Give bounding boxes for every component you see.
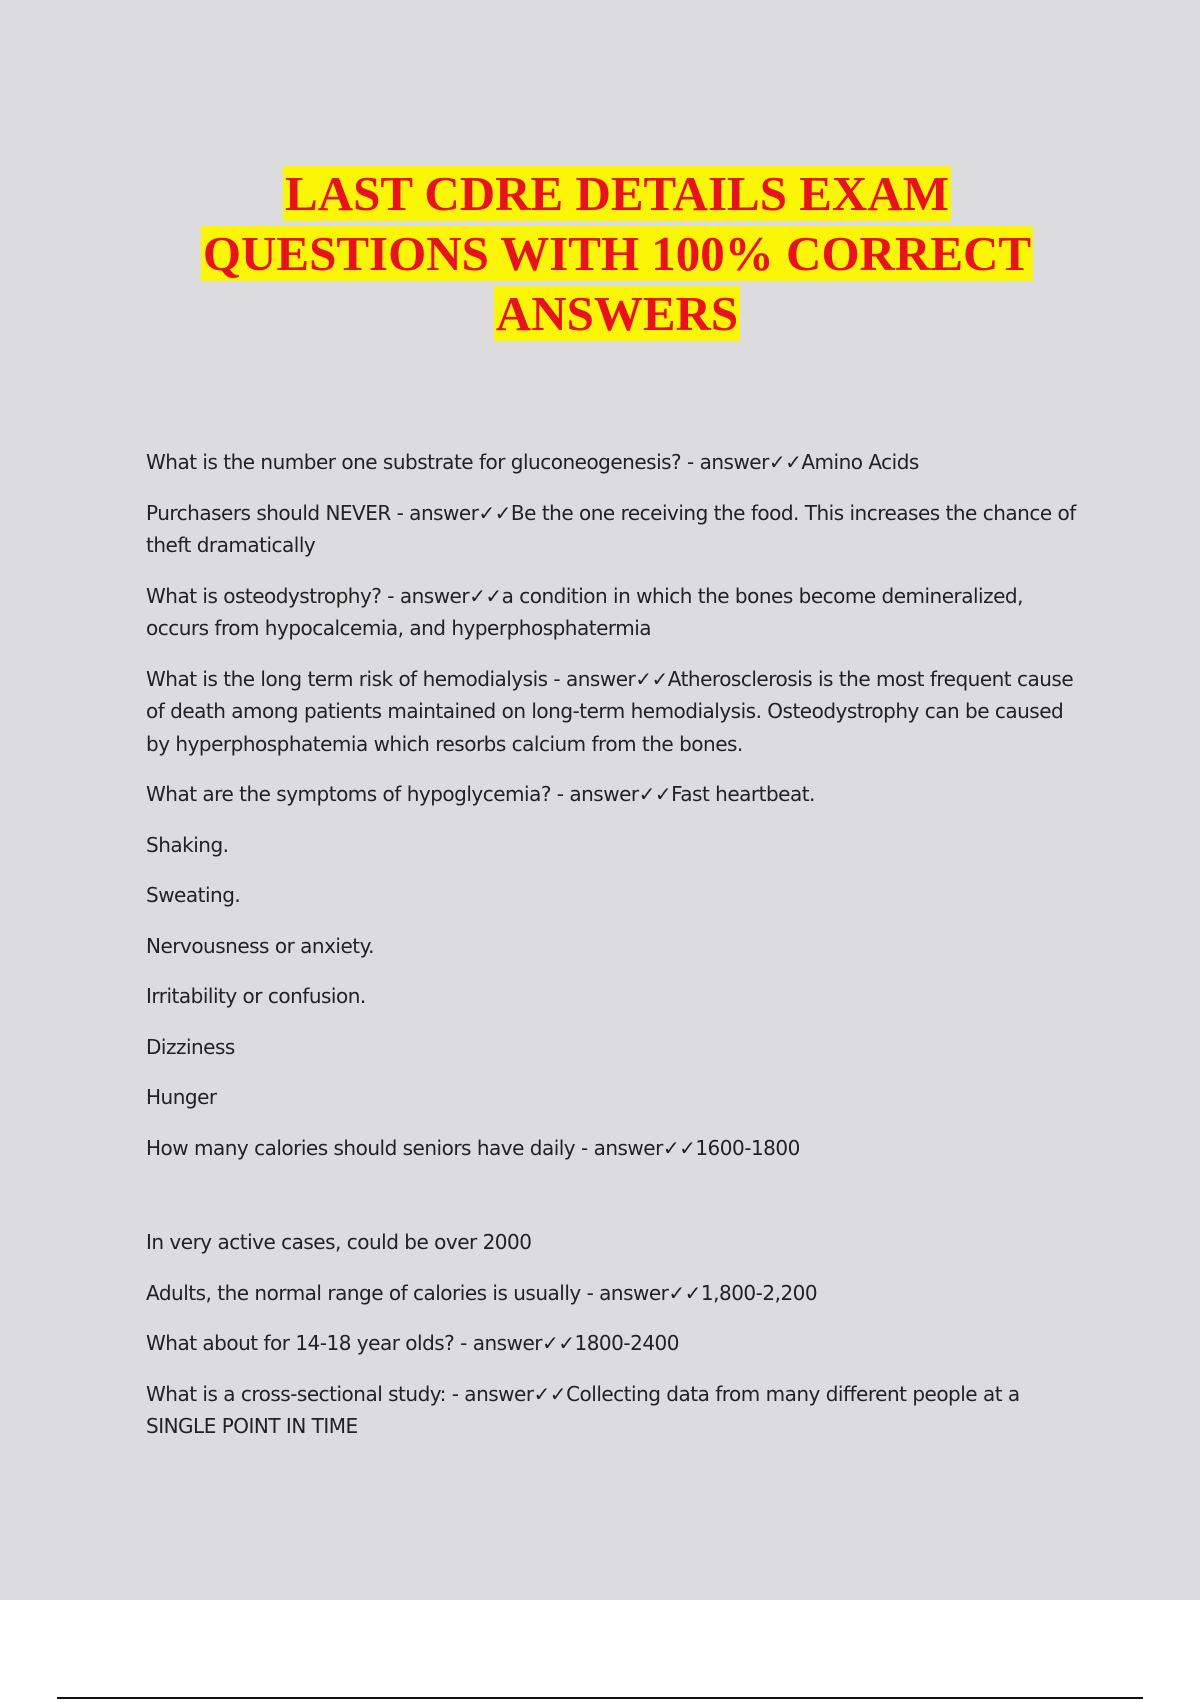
document-body <box>146 446 1086 1461</box>
qa-paragraph: Adults, the normal range of calories is usually - answer✓✓1,800-2,200 <box>146 1280 818 1305</box>
title-line: LAST CDRE DETAILS EXAM <box>285 166 949 221</box>
qa-paragraph: What is the long term risk of hemodialysis - answer✓✓Atherosclerosis is the most frequent cause of death among patients maintained on long-term hemodialysis. Osteodystrophy can be caused by hyperphosphatemia which resorbs calcium from the bones. <box>146 666 1080 756</box>
answer-line: In very active cases, could be over 2000 <box>146 1230 532 1254</box>
document-title <box>0 164 1200 344</box>
answer-line: Hunger <box>146 1085 217 1109</box>
answer-line: Shaking. <box>146 832 229 857</box>
title-line: QUESTIONS WITH 100% CORRECT <box>202 226 1032 281</box>
qa-paragraph: How many calories should seniors have daily - answer✓✓1600-1800 <box>146 1135 800 1160</box>
qa-paragraph: What is a cross-sectional study: - answer✓✓Collecting data from many different people at a SINGLE POINT IN TIME <box>146 1381 1026 1438</box>
answer-line: Nervousness or anxiety. <box>146 933 374 958</box>
answer-line: Dizziness <box>146 1034 235 1059</box>
title-line: ANSWERS <box>495 286 739 341</box>
qa-paragraph: What about for 14-18 year olds? - answer✓✓1800-2400 <box>146 1331 679 1355</box>
qa-paragraph: Purchasers should NEVER - answer✓✓Be the one receiving the food. This increases the chance of theft dramatically <box>146 500 1082 557</box>
qa-paragraph: What is the number one substrate for gluconeogenesis? - answer✓✓Amino Acids <box>146 450 919 474</box>
answer-line: Sweating. <box>146 883 241 907</box>
answer-line: Irritability or confusion. <box>146 984 366 1008</box>
qa-paragraph: What are the symptoms of hypoglycemia? - answer✓✓Fast heartbeat. <box>146 782 815 806</box>
qa-paragraph: What is osteodystrophy? - answer✓✓a condition in which the bones become demineralized, occurs from hypocalcemia, and hyperphosphatermia <box>146 583 1029 640</box>
footer-divider <box>57 1697 1143 1699</box>
